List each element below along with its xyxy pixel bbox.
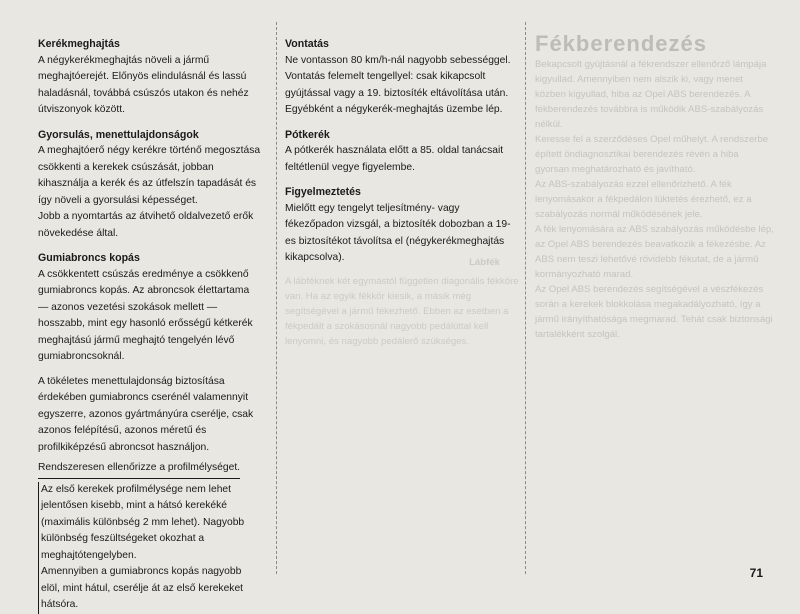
section-text: Mielőtt egy tengelyt teljesítmény- vagy fékezőpadon vizsgál, a biztosíték dobozban a 19-es biztosítékot távolítsa el (négykerékmeghajtás kikapcsolva). <box>285 202 511 263</box>
faded-heading: Fékberendezés <box>535 31 707 56</box>
section-text: A négykerékmeghajtás növeli a jármű meghajtóerejét. Előnyös elindulásnál és lassú haladásnál, továbbá csúszós utakon és nehéz útviszonyok között. <box>38 54 249 115</box>
section-title: Gumiabroncs kopás <box>38 252 140 264</box>
section-text: Ne vontasson 80 km/h-nál nagyobb sebességgel. Vontatás felemelt tengellyel: csak kikapcsolt gyújtással vagy a 19. biztosíték eltávolítása után. Egyébként a négykerék-meghajtás üzembe lép. <box>285 54 511 115</box>
boxed-notice-text: Az első kerekek profilmélysége nem lehet jelentősen kisebb, mint a hátsó kerekéké (maximális különbség 2 mm lehet). Nagyobb különbség feszültségeket okozhat a meghajtótengelyben. Amennyiben a gumiabroncs kopás nagyobb elöl, mint hátul, cserélje át az első kerekeket hátsóra. <box>41 483 245 610</box>
section-text: A pótkerék használata előtt a 85. oldal tanácsait feltétlenül vegye figyelembe. <box>285 145 504 173</box>
section-gyorsulas <box>38 127 262 243</box>
column-divider-left <box>276 22 277 574</box>
section-title: Kerékmeghajtás <box>38 38 120 50</box>
section-title: Vontatás <box>285 38 329 50</box>
section-text: A tökéletes menettulajdonság biztosítása érdekében gumiabroncs cserénél valamennyit egyszerre, azonos gyártmányúra cserélje, csak azonos felépítésű, azonos méretű és profilkiképzésű abroncsot használjon. <box>38 375 254 453</box>
column-left <box>38 36 262 614</box>
section-title: Figyelmeztetés <box>285 186 361 198</box>
section-title: Pótkerék <box>285 128 330 141</box>
section-kerekmeghajtas <box>38 36 262 119</box>
section-title: Gyorsulás, menettulajdonságok <box>38 128 199 141</box>
bleed-through-title: Lábfék <box>469 257 500 268</box>
section-vontatas <box>285 36 520 119</box>
section-abroncs-csere <box>38 374 262 457</box>
column-middle <box>285 36 520 267</box>
boxed-notice <box>38 456 262 614</box>
page-number: 71 <box>749 566 763 580</box>
section-text: A meghajtóerő négy kerékre történő megosztása csökkenti a kerekek csúszását, jobban kihasználja a kerék és az útfelszín tapadását és így növeli a gyorsulási képességet. Jobb a nyomtartás az átvihető oldalvezető erők növekedése által. <box>38 145 261 239</box>
faded-text: Bekapcsolt gyújtásnál a fékrendszer ellenőrző lámpája kigyullad. Amennyiben nem alszik ki, vagy menet közben kigyullad, hiba az Opel ABS berendezés. A fékberendezés továbbra is működik ABS-szabályozás nélkül. Keresse fel a szerződéses Opel műhelyt. A rendszerbe épített öndiagnosztikai berendezés révén a hiba gyorsan meghatározható és javítható. Az ABS-szabályozás ezzel ellenőrizhető. A fék lenyomásakor a fékpedálon lüktetés érezhető, ez a szabályozás normál működésének jele. A fék lenyomására az ABS szabályozás működésbe lép, az Opel ABS berendezés beavatkozik a fékezésbe. Az ABS nem teszi lehetővé rövidebb fékutat, de a jármű kormányozható marad. Az Opel ABS berendezés segítségével a vészfékezés során a kerekek blokkolása megakadályozható, így a jármű irányíthatósága megmarad. Tehát csak biztonsági tartalékként szolgál. <box>535 59 774 340</box>
bleed-through-paragraph: A lábféknek két egymástól független diagonális fékköre van. Ha az egyik fékkör kiesik, a másik még segítségével a jármű fékezhető. Ebben az esetben a fékpedált a szokásosnál nagyobb pedálúttal kell lenyomni, és nagyobb pedálerő szükséges. <box>285 276 519 347</box>
section-potkerek <box>285 127 520 177</box>
column-divider-right <box>525 22 526 574</box>
bleed-through-text <box>285 255 520 349</box>
column-right-faded <box>535 31 775 342</box>
section-gumiabroncs-kopas <box>38 250 262 366</box>
boxed-notice-title: Rendszeresen ellenőrizze a profilmélységet. <box>38 460 240 479</box>
section-text: A csökkentett csúszás eredménye a csökkenő gumiabroncs kopás. Az abroncsok élettartama — azonos vezetési szokások mellett — hosszabb, mint egy hasonló erősségű kétkerék meghajtású jármű meghajtó tengelyén lévő gumiabroncsoknál. <box>38 268 253 362</box>
